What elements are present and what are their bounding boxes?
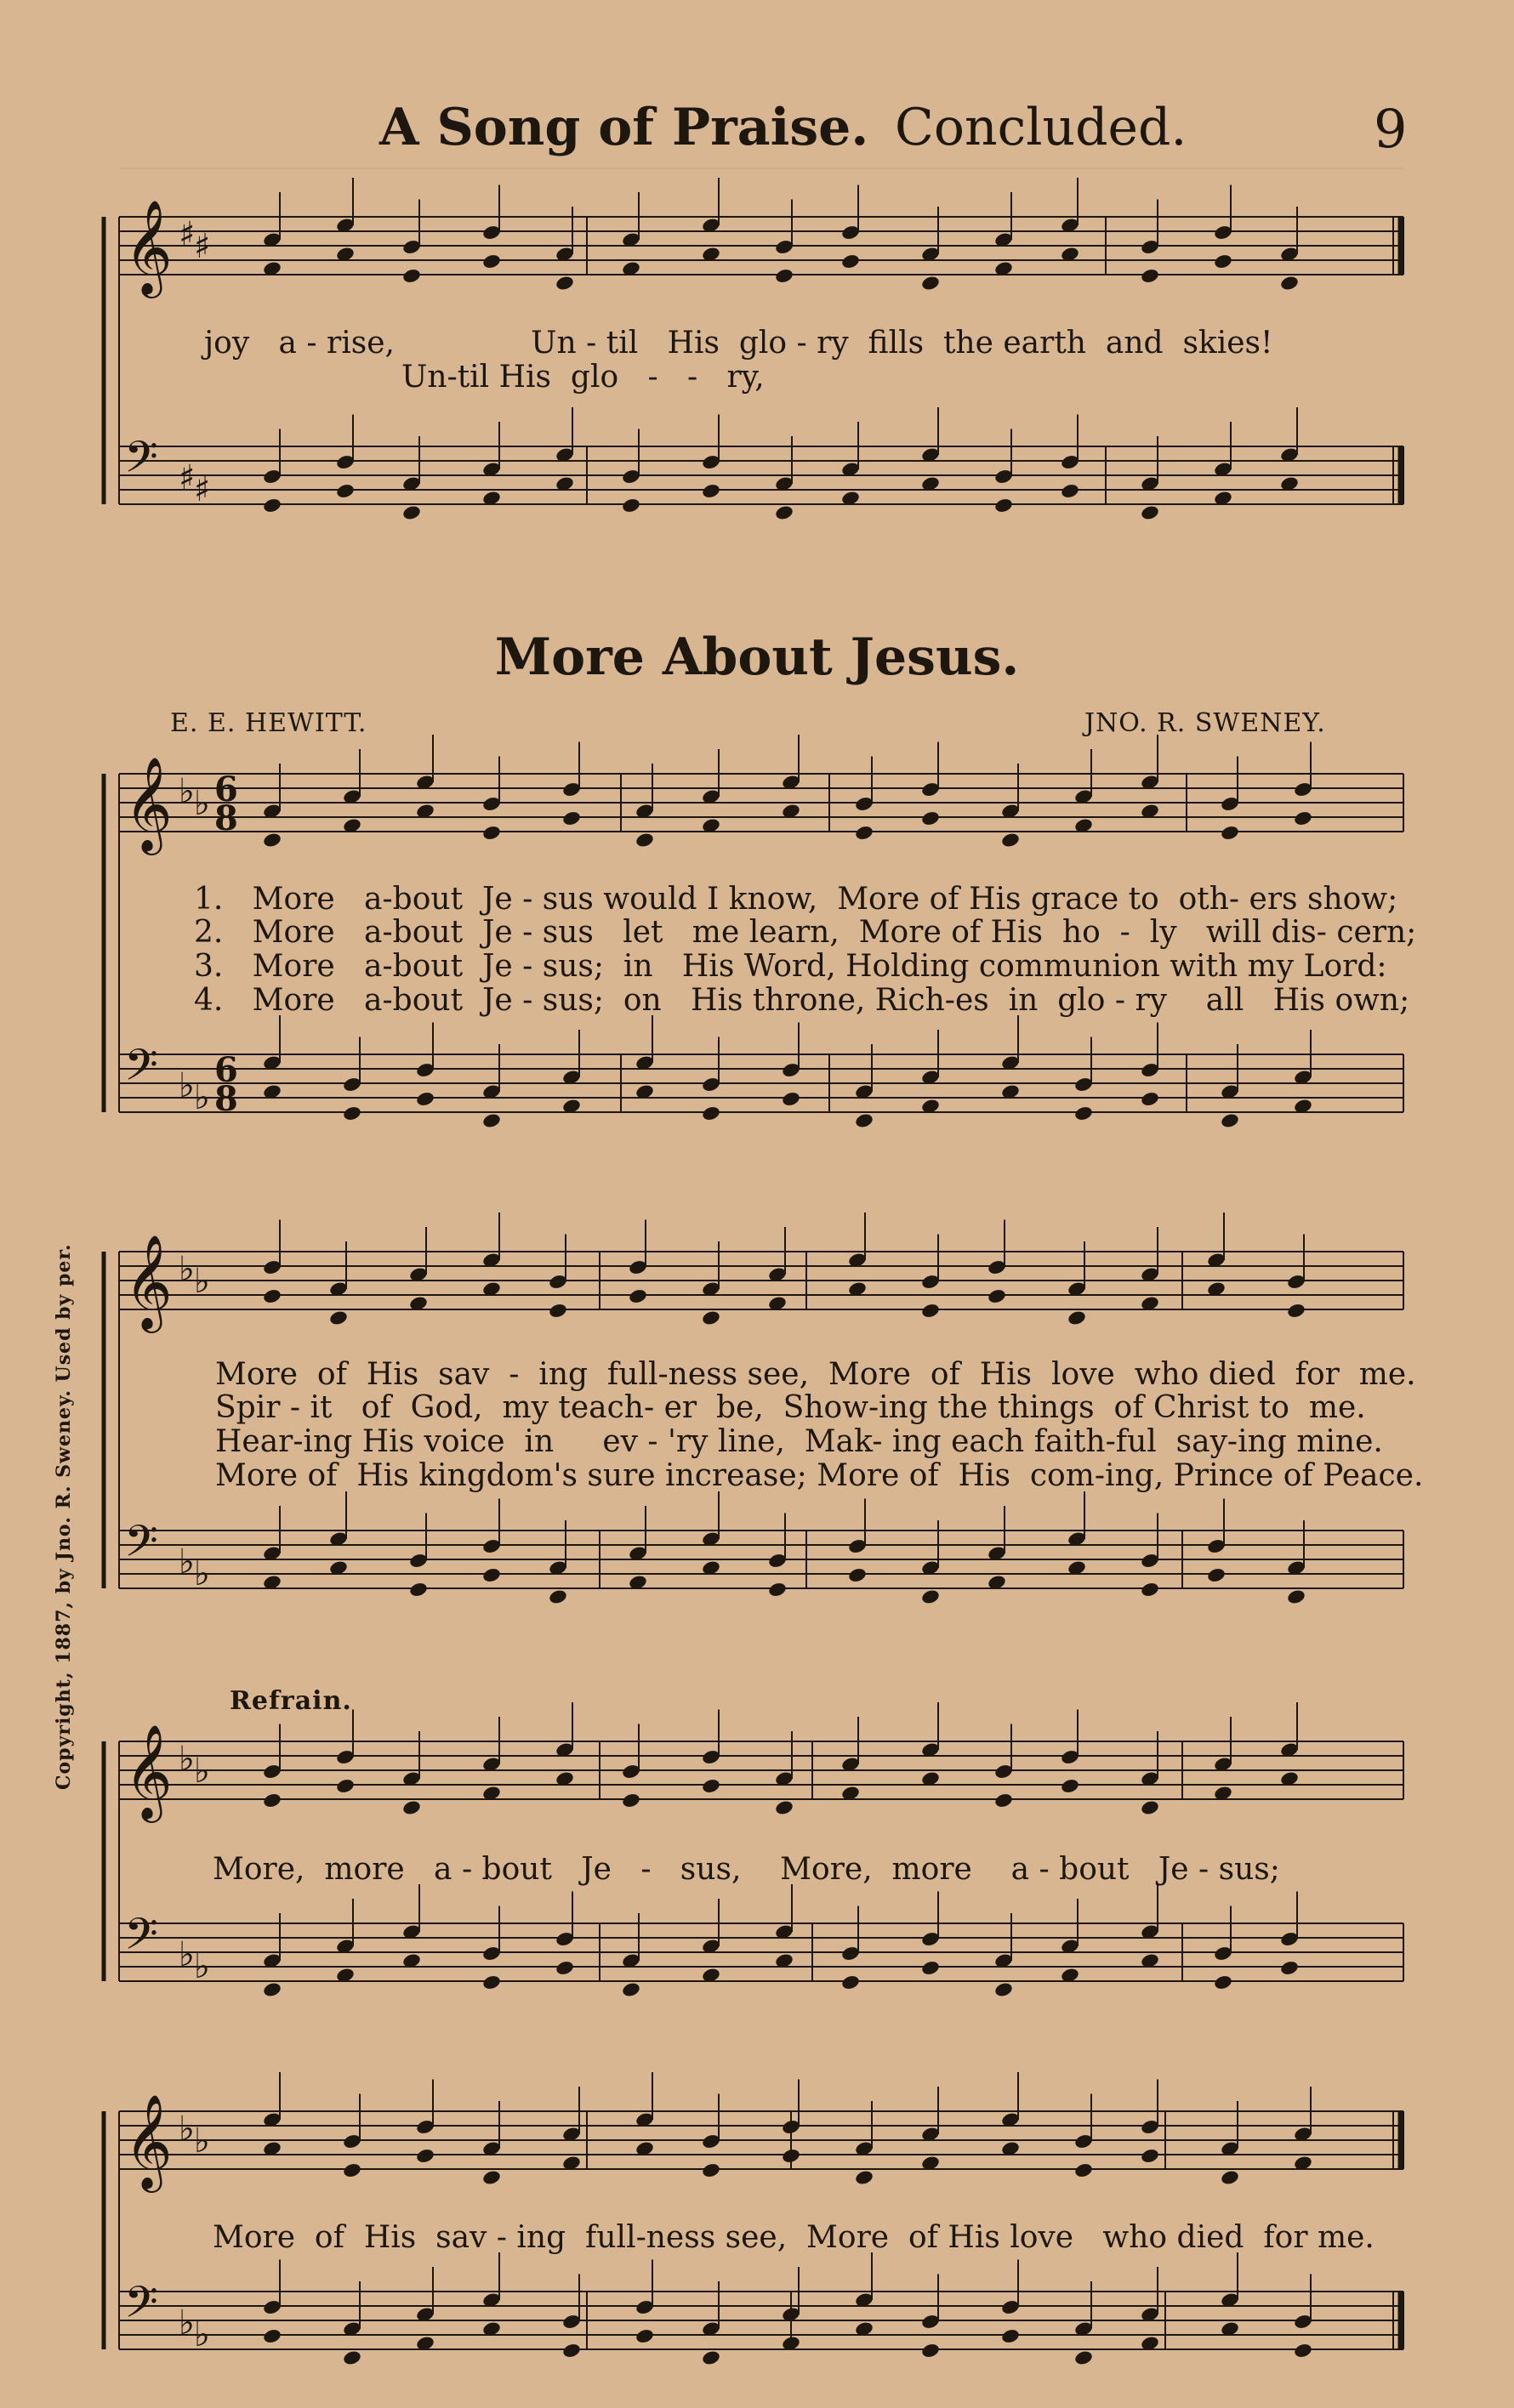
note-head <box>621 1792 641 1809</box>
note-head <box>481 1112 502 1129</box>
flat-icon: ♭ <box>179 1740 195 1779</box>
flat-icon: ♭ <box>179 772 195 811</box>
note-head <box>335 1778 356 1795</box>
note-head <box>548 1588 568 1605</box>
note-head <box>920 2343 941 2360</box>
note-head <box>408 1582 429 1599</box>
note-head <box>920 1588 941 1605</box>
note-head <box>262 1792 282 1809</box>
flat-icon: ♯ <box>194 227 211 266</box>
time-signature-numerator: 6 <box>214 1050 238 1090</box>
note-head <box>1279 1960 1300 1977</box>
note-head <box>1073 1105 1094 1122</box>
note-head <box>555 275 575 292</box>
note-head <box>1140 1799 1160 1816</box>
flat-icon: ♯ <box>194 470 211 509</box>
note-head <box>1286 1588 1306 1605</box>
note-head <box>548 1303 568 1320</box>
note-head <box>262 832 282 849</box>
note-head <box>401 1799 422 1816</box>
verse-4-part-1: 4. More a-bout Je - sus; on His throne, Rich-es in glo - ry all His own; <box>194 983 1410 1018</box>
note-head <box>774 504 794 521</box>
note-head <box>401 504 422 521</box>
treble-clef-icon: 𝄞 <box>124 1234 173 1329</box>
note-head <box>635 832 655 849</box>
treble-clef-icon: 𝄞 <box>124 199 173 294</box>
note-head <box>481 1567 502 1584</box>
note-head <box>1220 2169 1240 2186</box>
note-head <box>481 253 502 270</box>
note-head <box>1286 1303 1306 1320</box>
note-head <box>847 1567 868 1584</box>
note-head <box>342 2349 362 2366</box>
treble-clef-icon: 𝄞 <box>124 1724 173 1819</box>
note-head <box>635 2328 655 2345</box>
time-signature-denominator: 8 <box>214 798 238 838</box>
note-head <box>701 1105 721 1122</box>
note-head <box>774 268 794 285</box>
verse-2-part-1: 2. More a-bout Je - sus let me learn, More of His ho - ly will dis- cern; <box>194 915 1417 950</box>
concluded-label: Concluded. <box>895 98 1187 157</box>
continued-song-title: A Song of Praise. <box>379 98 869 157</box>
note-head <box>1293 2343 1313 2360</box>
note-head <box>1060 1778 1080 1795</box>
note-head <box>781 1091 801 1108</box>
note-head <box>1140 1582 1160 1599</box>
note-head <box>854 825 874 842</box>
bass-clef-icon: 𝄢 <box>124 1039 158 1101</box>
flat-icon: ♭ <box>194 1752 210 1791</box>
note-head <box>561 810 582 827</box>
note-head <box>1000 2328 1021 2345</box>
note-head <box>628 1288 648 1305</box>
flat-icon: ♭ <box>194 1554 210 1593</box>
note-head <box>342 1105 362 1122</box>
note-head <box>767 1582 788 1599</box>
note-head <box>342 2162 362 2179</box>
note-head <box>1220 1112 1240 1129</box>
flat-icon: ♭ <box>179 2303 195 2343</box>
note-head <box>481 2169 502 2186</box>
note-head <box>1213 253 1233 270</box>
page-number: 9 <box>1374 98 1408 160</box>
note-head <box>1140 1091 1160 1108</box>
note-head <box>481 825 502 842</box>
note-head <box>701 1309 721 1326</box>
refrain-lyric-2: More of His sav - ing full-ness see, More of His love who died for me. <box>213 2220 1375 2255</box>
note-head <box>1067 1309 1087 1326</box>
flat-icon: ♯ <box>179 458 196 497</box>
note-head <box>701 2349 721 2366</box>
note-head <box>993 497 1014 514</box>
note-head <box>1140 268 1160 285</box>
note-head <box>993 1792 1014 1809</box>
treble-clef-icon: 𝄞 <box>124 756 173 851</box>
note-head <box>701 2162 721 2179</box>
note-head <box>1073 2162 1094 2179</box>
verse-2-part-2: Spir - it of God, my teach- er be, Show-ing the things of Christ to me. <box>215 1390 1366 1425</box>
note-head <box>328 1309 349 1326</box>
flat-icon: ♭ <box>194 1078 210 1117</box>
composer-credit: JNO. R. SWENEY. <box>1084 708 1326 738</box>
time-signature-numerator: 6 <box>214 770 238 809</box>
note-head <box>262 497 282 514</box>
note-head <box>840 1974 861 1991</box>
note-head <box>993 1981 1014 1998</box>
flat-icon: ♭ <box>179 1935 195 1974</box>
flat-icon: ♭ <box>194 2315 210 2354</box>
note-head <box>854 1112 874 1129</box>
lyricist-credit: E. E. HEWITT. <box>170 708 367 738</box>
flat-icon: ♭ <box>179 2110 195 2149</box>
verse-1-part-2: More of His sav - ing full-ness see, More of His love who died for me. <box>215 1357 1416 1392</box>
note-head <box>262 2328 282 2345</box>
note-head <box>335 483 356 500</box>
note-head <box>920 1303 941 1320</box>
note-head <box>1220 825 1240 842</box>
note-head <box>1293 810 1313 827</box>
bass-clef-icon: 𝄢 <box>124 2276 158 2338</box>
flat-icon: ♭ <box>194 1947 210 1986</box>
time-signature-denominator: 8 <box>214 1079 238 1119</box>
song-title: More About Jesus. <box>494 628 1020 687</box>
copyright-notice: Copyright, 1887, by Jno. R. Sweney. Used by per. <box>53 1243 75 1790</box>
verse-4-part-2: More of His kingdom's sure increase; More of His com-ing, Prince of Peace. <box>215 1458 1424 1493</box>
note-head <box>262 1288 282 1305</box>
note-head <box>555 1960 575 1977</box>
note-head <box>1213 1974 1233 1991</box>
note-head <box>1279 275 1300 292</box>
note-head <box>840 253 861 270</box>
note-head <box>920 275 941 292</box>
note-head <box>1206 1567 1227 1584</box>
note-head <box>920 810 941 827</box>
flat-icon: ♭ <box>194 2121 210 2161</box>
note-head <box>774 1799 794 1816</box>
note-head <box>415 2148 435 2165</box>
note-head <box>401 268 422 285</box>
flat-icon: ♭ <box>179 1250 195 1289</box>
flat-icon: ♯ <box>179 215 196 254</box>
flat-icon: ♭ <box>194 1262 210 1301</box>
note-head <box>481 1974 502 1991</box>
note-head <box>415 1091 435 1108</box>
note-head <box>920 1960 941 1977</box>
bass-clef-icon: 𝄢 <box>124 431 158 493</box>
flat-icon: ♭ <box>179 1066 195 1105</box>
note-head <box>781 2148 801 2165</box>
note-head <box>1073 2349 1094 2366</box>
refrain-lyric-1: More, more a - bout Je - sus, More, more a - bout Je - sus; <box>213 1852 1280 1887</box>
note-head <box>854 2169 874 2186</box>
verse-3-part-2: Hear-ing His voice in ev - 'ry line, Mak- ing each faith-ful say-ing mine. <box>215 1424 1383 1459</box>
note-head <box>1000 832 1021 849</box>
verse-1-part-1: 1. More a-bout Je - sus would I know, More of His grace to oth- ers show; <box>194 882 1398 917</box>
note-head <box>1140 2148 1160 2165</box>
refrain-label: Refrain. <box>230 1686 352 1716</box>
note-head <box>621 497 641 514</box>
note-head <box>621 1981 641 1998</box>
note-head <box>1060 483 1080 500</box>
treble-clef-icon: 𝄞 <box>124 2093 173 2189</box>
bass-clef-icon: 𝄢 <box>124 1908 158 1970</box>
flat-icon: ♭ <box>179 1542 195 1582</box>
prev-lyric-line-1: joy a - rise, Un - til His glo - ry fills the earth and skies! <box>204 326 1273 361</box>
note-head <box>1140 504 1160 521</box>
flat-icon: ♭ <box>194 784 210 823</box>
note-head <box>561 2343 582 2360</box>
verse-3-part-1: 3. More a-bout Je - sus; in His Word, Holding communion with my Lord: <box>194 949 1387 984</box>
prev-lyric-line-2: Un-til His glo - - ry, <box>401 360 765 395</box>
note-head <box>987 1288 1007 1305</box>
note-head <box>701 1778 721 1795</box>
note-head <box>701 483 721 500</box>
bass-clef-icon: 𝄢 <box>124 1515 158 1577</box>
note-head <box>262 1981 282 1998</box>
